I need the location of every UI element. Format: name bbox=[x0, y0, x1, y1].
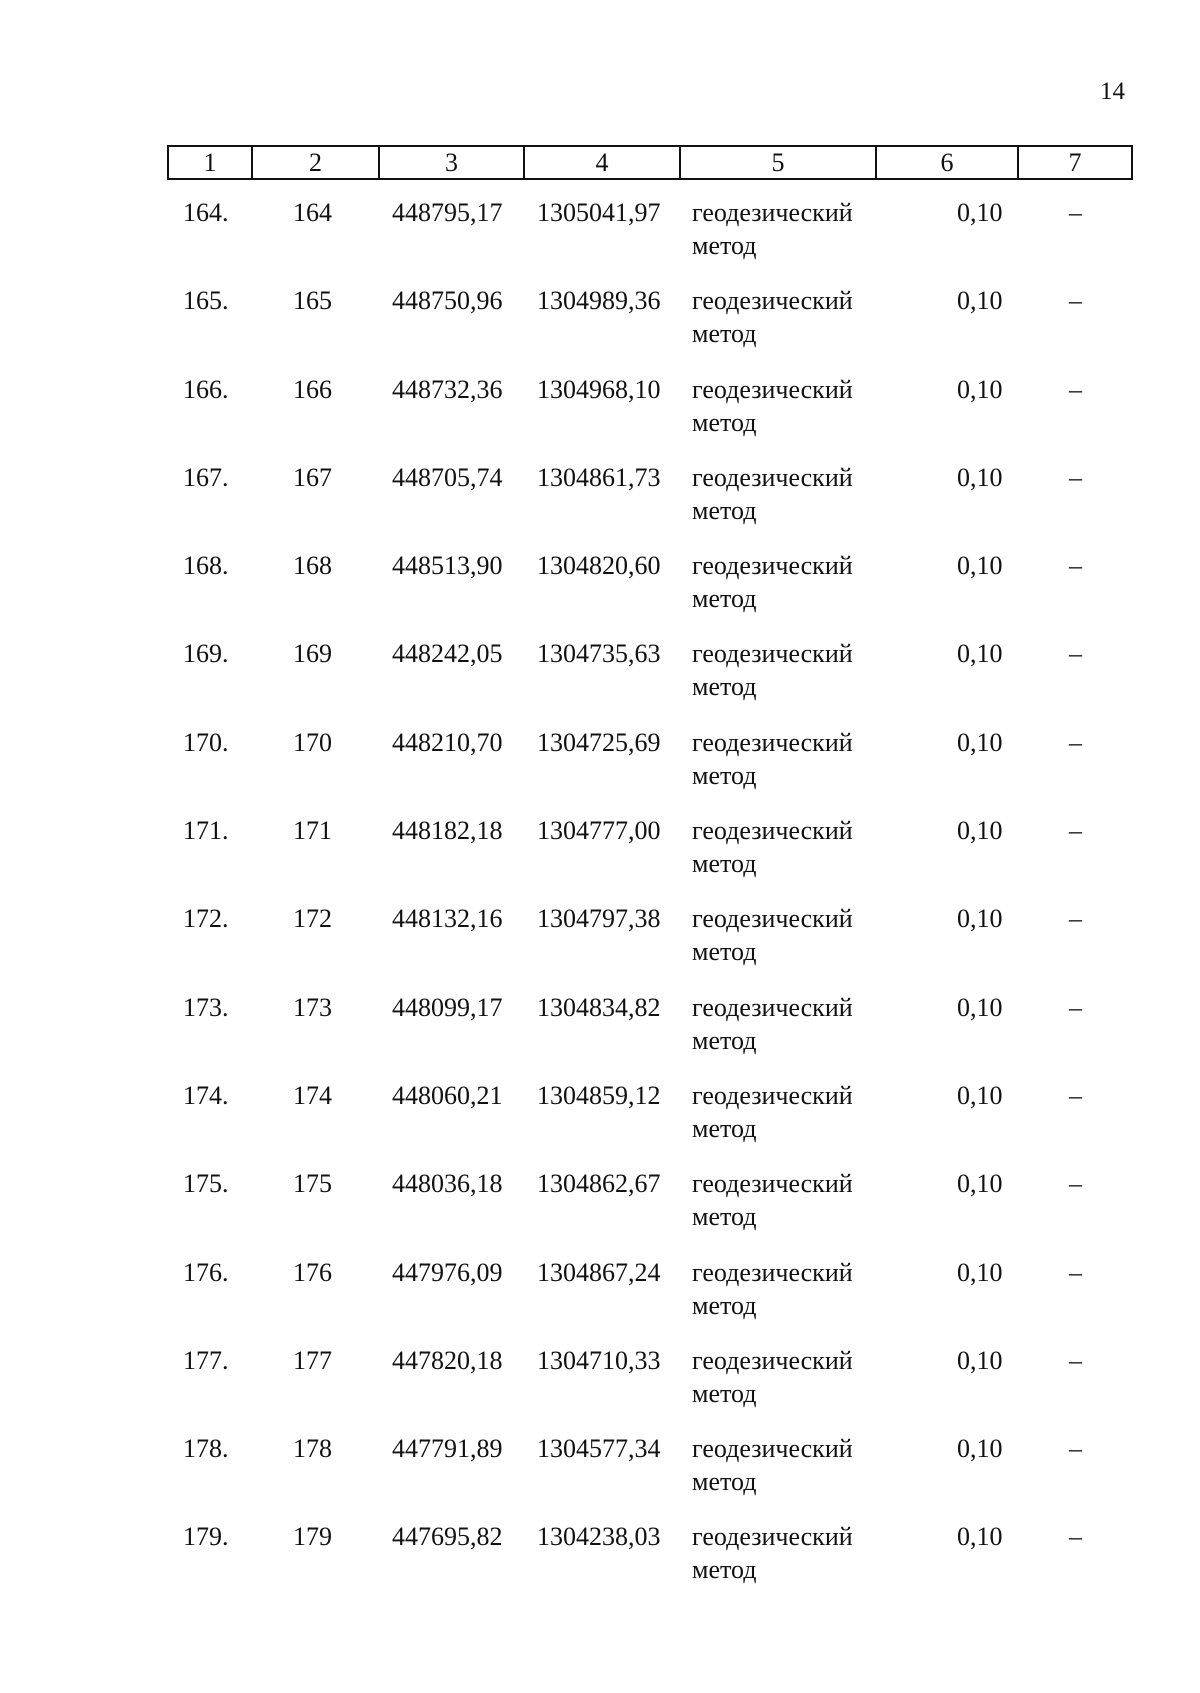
table-row bbox=[167, 1167, 1131, 1255]
method-line1: геодезический bbox=[692, 1434, 853, 1464]
table-body bbox=[167, 196, 1131, 1609]
method bbox=[692, 461, 882, 527]
header-col-2: 2 bbox=[252, 146, 379, 179]
method-line2: метод bbox=[692, 584, 757, 614]
method-line1: геодезический bbox=[692, 551, 853, 581]
method-line2: метод bbox=[692, 1290, 757, 1320]
coord-y: 1304725,69 bbox=[537, 727, 661, 757]
coord-x: 448132,16 bbox=[392, 904, 503, 934]
row-number: 167. bbox=[183, 462, 229, 492]
accuracy: 0,10 bbox=[957, 198, 1003, 227]
row-number: 168. bbox=[183, 551, 229, 581]
point-id: 174 bbox=[293, 1080, 332, 1110]
method bbox=[692, 373, 882, 439]
table-header bbox=[167, 145, 1133, 180]
note: – bbox=[1069, 1434, 1082, 1464]
table-row bbox=[167, 1432, 1131, 1520]
method bbox=[692, 991, 882, 1057]
point-id: 175 bbox=[293, 1169, 332, 1199]
method-line2: метод bbox=[692, 672, 757, 702]
note: – bbox=[1069, 374, 1082, 404]
note: – bbox=[1069, 198, 1082, 227]
method-line1: геодезический bbox=[692, 286, 853, 316]
method-line2: метод bbox=[692, 1025, 757, 1055]
accuracy: 0,10 bbox=[957, 462, 1003, 492]
coord-y: 1304968,10 bbox=[537, 374, 661, 404]
coord-x: 447820,18 bbox=[392, 1345, 503, 1375]
point-id: 164 bbox=[293, 198, 332, 227]
method bbox=[692, 814, 882, 880]
method bbox=[692, 637, 882, 703]
coord-y: 1304862,67 bbox=[537, 1169, 661, 1199]
accuracy: 0,10 bbox=[957, 551, 1003, 581]
point-id: 179 bbox=[293, 1522, 332, 1552]
table-row bbox=[167, 461, 1131, 549]
note: – bbox=[1069, 462, 1082, 492]
method-line2: метод bbox=[692, 760, 757, 790]
coord-x: 448513,90 bbox=[392, 551, 503, 581]
note: – bbox=[1069, 992, 1082, 1022]
row-number: 164. bbox=[183, 198, 229, 227]
header-col-5: 5 bbox=[680, 146, 876, 179]
row-number: 171. bbox=[183, 816, 229, 846]
note: – bbox=[1069, 1522, 1082, 1552]
table-row bbox=[167, 1344, 1131, 1432]
point-id: 177 bbox=[293, 1345, 332, 1375]
row-number: 179. bbox=[183, 1522, 229, 1552]
coord-y: 1304735,63 bbox=[537, 639, 661, 669]
row-number: 170. bbox=[183, 727, 229, 757]
coord-x: 448060,21 bbox=[392, 1080, 503, 1110]
row-number: 174. bbox=[183, 1080, 229, 1110]
method bbox=[692, 1432, 882, 1498]
page-number: 14 bbox=[1100, 78, 1125, 105]
method bbox=[692, 902, 882, 968]
table-row bbox=[167, 814, 1131, 902]
coord-y: 1304820,60 bbox=[537, 551, 661, 581]
coord-y: 1304238,03 bbox=[537, 1522, 661, 1552]
header-col-1: 1 bbox=[168, 146, 252, 179]
method-line1: геодезический bbox=[692, 904, 853, 934]
table-row bbox=[167, 1520, 1131, 1608]
method-line2: метод bbox=[692, 1202, 757, 1232]
note: – bbox=[1069, 639, 1082, 669]
method-line1: геодезический bbox=[692, 727, 853, 757]
method-line1: геодезический bbox=[692, 1169, 853, 1199]
table-row bbox=[167, 726, 1131, 814]
note: – bbox=[1069, 1345, 1082, 1375]
table-row bbox=[167, 637, 1131, 725]
row-number: 166. bbox=[183, 374, 229, 404]
method bbox=[692, 726, 882, 792]
method bbox=[692, 196, 882, 262]
table-row bbox=[167, 1079, 1131, 1167]
method-line1: геодезический bbox=[692, 198, 853, 227]
accuracy: 0,10 bbox=[957, 1522, 1003, 1552]
point-id: 173 bbox=[293, 992, 332, 1022]
coord-x: 447976,09 bbox=[392, 1257, 503, 1287]
method bbox=[692, 1520, 882, 1586]
table-row bbox=[167, 549, 1131, 637]
accuracy: 0,10 bbox=[957, 1080, 1003, 1110]
coord-y: 1304867,24 bbox=[537, 1257, 661, 1287]
method-line2: метод bbox=[692, 407, 757, 437]
coord-y: 1304777,00 bbox=[537, 816, 661, 846]
coord-x: 447695,82 bbox=[392, 1522, 503, 1552]
point-id: 169 bbox=[293, 639, 332, 669]
accuracy: 0,10 bbox=[957, 286, 1003, 316]
table-row bbox=[167, 902, 1131, 990]
coord-y: 1304859,12 bbox=[537, 1080, 661, 1110]
point-id: 168 bbox=[293, 551, 332, 581]
note: – bbox=[1069, 904, 1082, 934]
method-line2: метод bbox=[692, 1555, 757, 1585]
coord-x: 448182,18 bbox=[392, 816, 503, 846]
header-col-7: 7 bbox=[1018, 146, 1132, 179]
accuracy: 0,10 bbox=[957, 1169, 1003, 1199]
point-id: 167 bbox=[293, 462, 332, 492]
coord-y: 1304577,34 bbox=[537, 1434, 661, 1464]
note: – bbox=[1069, 1080, 1082, 1110]
accuracy: 0,10 bbox=[957, 727, 1003, 757]
method bbox=[692, 1079, 882, 1145]
coord-x: 448242,05 bbox=[392, 639, 503, 669]
accuracy: 0,10 bbox=[957, 1434, 1003, 1464]
note: – bbox=[1069, 1257, 1082, 1287]
accuracy: 0,10 bbox=[957, 1345, 1003, 1375]
point-id: 172 bbox=[293, 904, 332, 934]
note: – bbox=[1069, 286, 1082, 316]
coord-x: 448705,74 bbox=[392, 462, 503, 492]
header-col-3: 3 bbox=[379, 146, 524, 179]
note: – bbox=[1069, 551, 1082, 581]
note: – bbox=[1069, 1169, 1082, 1199]
method-line1: геодезический bbox=[692, 1257, 853, 1287]
note: – bbox=[1069, 727, 1082, 757]
method-line1: геодезический bbox=[692, 992, 853, 1022]
method-line2: метод bbox=[692, 319, 757, 349]
accuracy: 0,10 bbox=[957, 992, 1003, 1022]
coord-x: 448795,17 bbox=[392, 198, 503, 227]
coord-y: 1304797,38 bbox=[537, 904, 661, 934]
row-number: 176. bbox=[183, 1257, 229, 1287]
row-number: 178. bbox=[183, 1434, 229, 1464]
row-number: 169. bbox=[183, 639, 229, 669]
point-id: 178 bbox=[293, 1434, 332, 1464]
method-line1: геодезический bbox=[692, 1345, 853, 1375]
method bbox=[692, 1167, 882, 1233]
coord-y: 1304710,33 bbox=[537, 1345, 661, 1375]
row-number: 177. bbox=[183, 1345, 229, 1375]
coord-x: 448036,18 bbox=[392, 1169, 503, 1199]
method bbox=[692, 1256, 882, 1322]
table-row bbox=[167, 196, 1131, 284]
coord-y: 1304989,36 bbox=[537, 286, 661, 316]
point-id: 170 bbox=[293, 727, 332, 757]
coord-x: 447791,89 bbox=[392, 1434, 503, 1464]
method-line2: метод bbox=[692, 849, 757, 879]
row-number: 175. bbox=[183, 1169, 229, 1199]
method-line1: геодезический bbox=[692, 462, 853, 492]
method-line1: геодезический bbox=[692, 639, 853, 669]
method-line1: геодезический bbox=[692, 1080, 853, 1110]
coord-x: 448210,70 bbox=[392, 727, 503, 757]
accuracy: 0,10 bbox=[957, 639, 1003, 669]
method-line2: метод bbox=[692, 1378, 757, 1408]
point-id: 166 bbox=[293, 374, 332, 404]
coord-y: 1304861,73 bbox=[537, 462, 661, 492]
table-row bbox=[167, 284, 1131, 372]
coord-x: 448750,96 bbox=[392, 286, 503, 316]
method-line1: геодезический bbox=[692, 374, 853, 404]
row-number: 165. bbox=[183, 286, 229, 316]
header-col-4: 4 bbox=[524, 146, 680, 179]
method-line2: метод bbox=[692, 231, 757, 260]
header-col-6: 6 bbox=[876, 146, 1018, 179]
table-row bbox=[167, 1256, 1131, 1344]
point-id: 176 bbox=[293, 1257, 332, 1287]
row-number: 172. bbox=[183, 904, 229, 934]
method bbox=[692, 1344, 882, 1410]
accuracy: 0,10 bbox=[957, 816, 1003, 846]
method bbox=[692, 549, 882, 615]
coord-x: 448732,36 bbox=[392, 374, 503, 404]
accuracy: 0,10 bbox=[957, 1257, 1003, 1287]
point-id: 171 bbox=[293, 816, 332, 846]
coord-y: 1305041,97 bbox=[537, 198, 661, 227]
coord-x: 448099,17 bbox=[392, 992, 503, 1022]
method-line2: метод bbox=[692, 1467, 757, 1497]
table-row bbox=[167, 991, 1131, 1079]
table-row bbox=[167, 373, 1131, 461]
note: – bbox=[1069, 816, 1082, 846]
coord-y: 1304834,82 bbox=[537, 992, 661, 1022]
method-line1: геодезический bbox=[692, 816, 853, 846]
method-line2: метод bbox=[692, 495, 757, 525]
row-number: 173. bbox=[183, 992, 229, 1022]
point-id: 165 bbox=[293, 286, 332, 316]
method-line1: геодезический bbox=[692, 1522, 853, 1552]
method bbox=[692, 284, 882, 350]
accuracy: 0,10 bbox=[957, 374, 1003, 404]
accuracy: 0,10 bbox=[957, 904, 1003, 934]
method-line2: метод bbox=[692, 1113, 757, 1143]
method-line2: метод bbox=[692, 937, 757, 967]
